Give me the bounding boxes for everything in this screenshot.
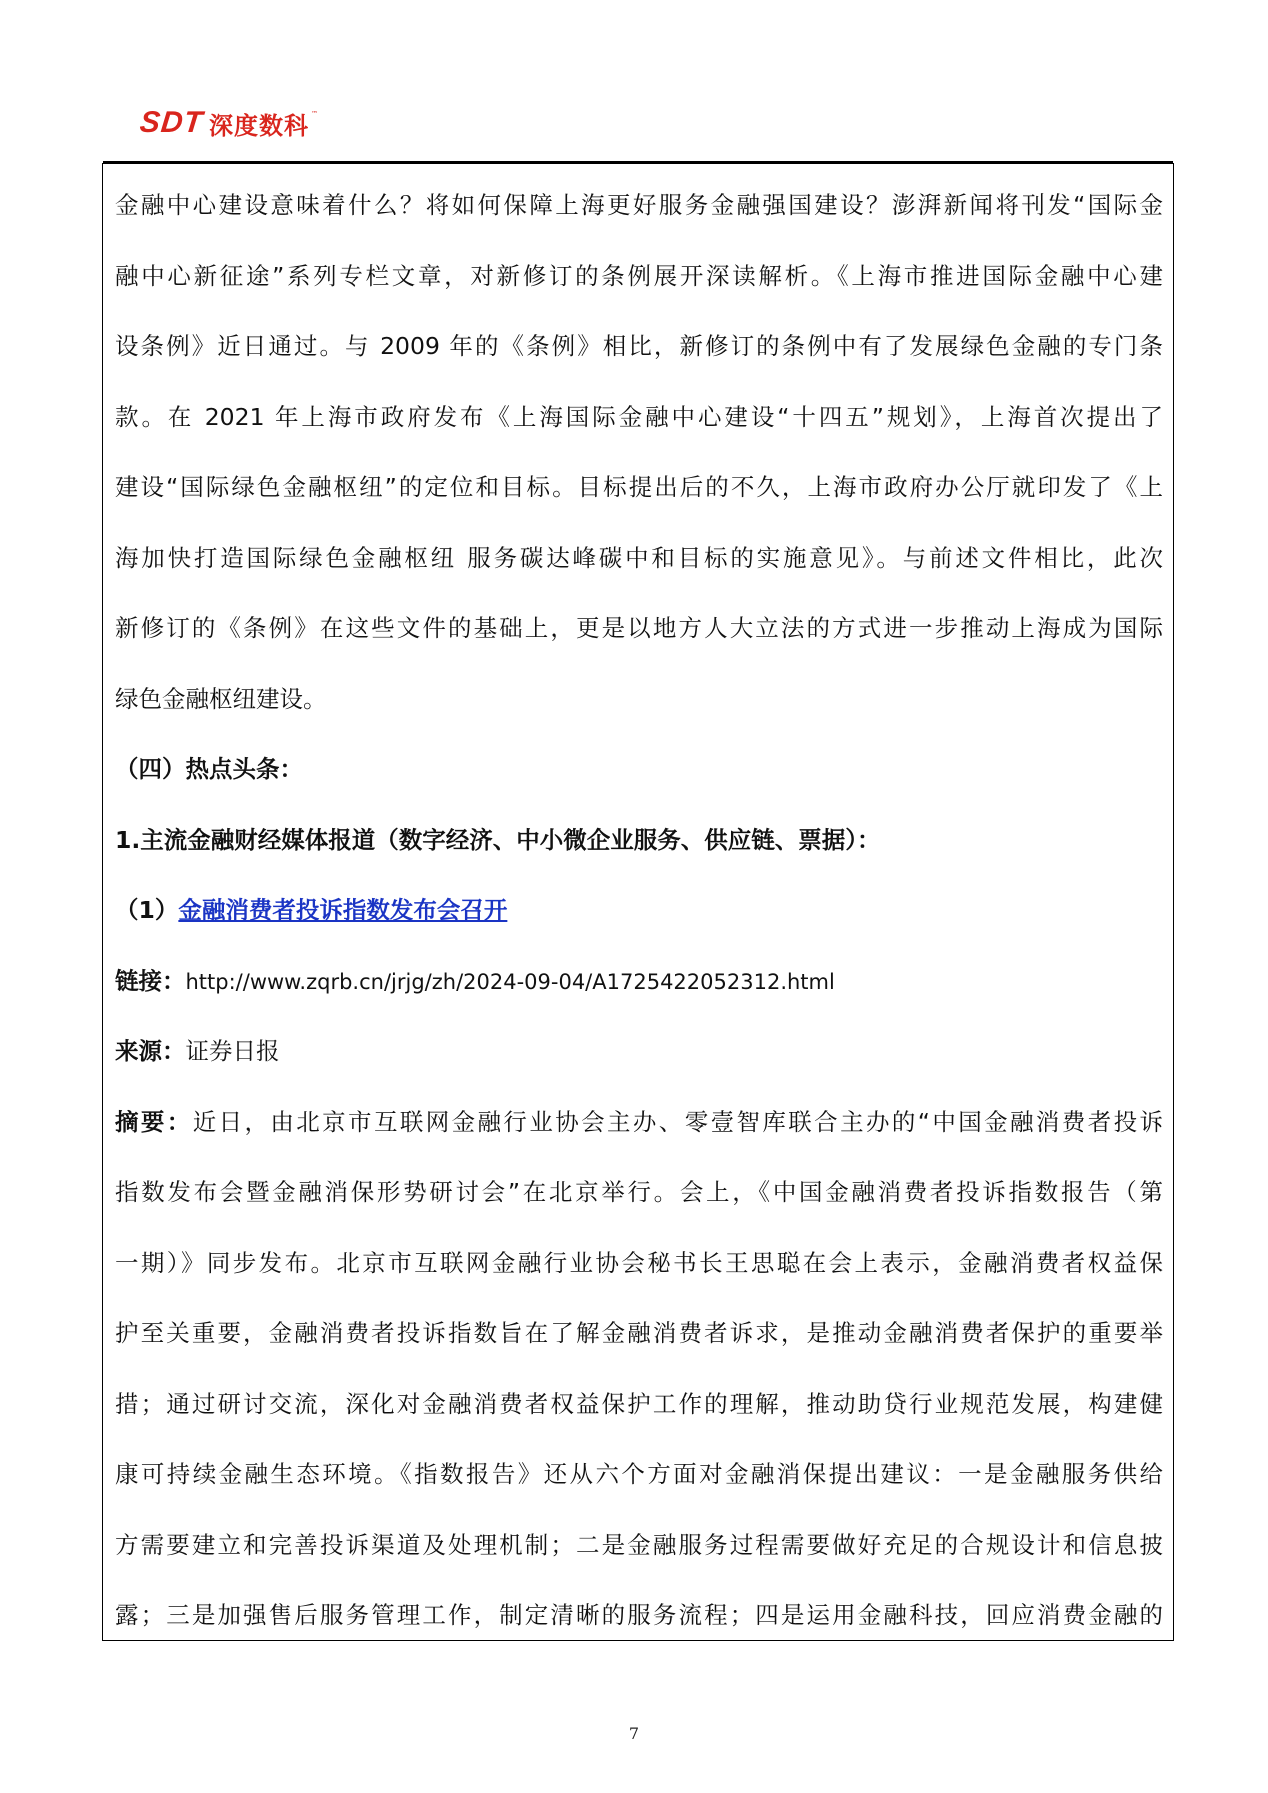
logo-trademark: ™ [311, 110, 318, 118]
link-label: 链接： [115, 966, 186, 995]
subsection-heading: 1.主流金融财经媒体报道（数字经济、中小微企业服务、供应链、票据）： [115, 825, 881, 854]
document-body [115, 170, 1163, 1651]
summary-line: 方需要建立和完善投诉渠道及处理机制；二是金融服务过程需要做好充足的合规设计和信息披 [115, 1530, 1163, 1559]
item-number: （1） [115, 896, 179, 924]
paragraph-line: 融中心新征途”系列专栏文章，对新修订的条例展开深读解析。《上海市推进国际金融中心建 [115, 261, 1163, 290]
summary-line: 一期）》同步发布。北京市互联网金融行业协会秘书长王思聪在会上表示，金融消费者权益保 [115, 1248, 1163, 1277]
logo-latin: SDT [138, 106, 205, 139]
paragraph-line: 海加快打造国际绿色金融枢纽 服务碳达峰碳中和目标的实施意见》。与前述文件相比，此次 [115, 543, 1163, 572]
summary-text: 近日，由北京市互联网金融行业协会主办、零壹智库联合主办的“中国金融消费者投诉 [192, 1107, 1163, 1136]
summary-line: 措；通过研讨交流，深化对金融消费者权益保护工作的理解，推动助贷行业规范发展，构建健 [115, 1389, 1163, 1418]
summary-label: 摘要： [115, 1107, 193, 1136]
summary-line: 康可持续金融生态环境。《指数报告》还从六个方面对金融消保提出建议：一是金融服务供给 [115, 1460, 1163, 1488]
frame-top-rule [103, 161, 1173, 164]
summary-line: 露；三是加强售后服务管理工作，制定清晰的服务流程；四是运用金融科技，回应消费金融的 [115, 1601, 1163, 1629]
paragraph-line: 设条例》近日通过。与 2009 年的《条例》相比，新修订的条例中有了发展绿色金融的专门条 [115, 332, 1163, 360]
link-row [115, 946, 1163, 1017]
summary-line: 指数发布会暨金融消保形势研讨会”在北京举行。会上，《中国金融消费者投诉指数报告（第 [115, 1178, 1163, 1206]
section-heading: （四）热点头条： [115, 755, 303, 783]
page-number: 7 [628, 1724, 640, 1743]
paragraph-line: 款。在 2021 年上海市政府发布《上海国际金融中心建设“十四五”规划》，上海首次提出了 [115, 402, 1163, 431]
item-title-row [115, 875, 1163, 946]
paragraph-line: 绿色金融枢纽建设。 [115, 684, 327, 713]
paragraph-line: 建设“国际绿色金融枢纽”的定位和目标。目标提出后的不久，上海市政府办公厅就印发了《上 [115, 473, 1163, 501]
logo-chinese: 深度数科 [209, 111, 309, 140]
source-label: 来源： [115, 1037, 186, 1065]
item-title-link[interactable]: 金融消费者投诉指数发布会召开 [178, 896, 508, 924]
summary-line [115, 1087, 1163, 1158]
source-row [115, 1016, 1163, 1087]
sdt-logo [140, 106, 318, 140]
link-url[interactable]: http://www.zqrb.cn/jrjg/zh/2024-09-04/A1725422052312.html [185, 969, 835, 994]
summary-line: 护至关重要，金融消费者投诉指数旨在了解金融消费者诉求，是推动金融消费者保护的重要举 [115, 1319, 1163, 1347]
source-value: 证券日报 [185, 1037, 280, 1065]
paragraph-line: 新修订的《条例》在这些文件的基础上，更是以地方人大立法的方式进一步推动上海成为国际 [115, 614, 1163, 642]
content-frame [102, 163, 1174, 1641]
paragraph-line: 金融中心建设意味着什么？将如何保障上海更好服务金融强国建设？澎湃新闻将刊发“国际金 [115, 191, 1163, 219]
